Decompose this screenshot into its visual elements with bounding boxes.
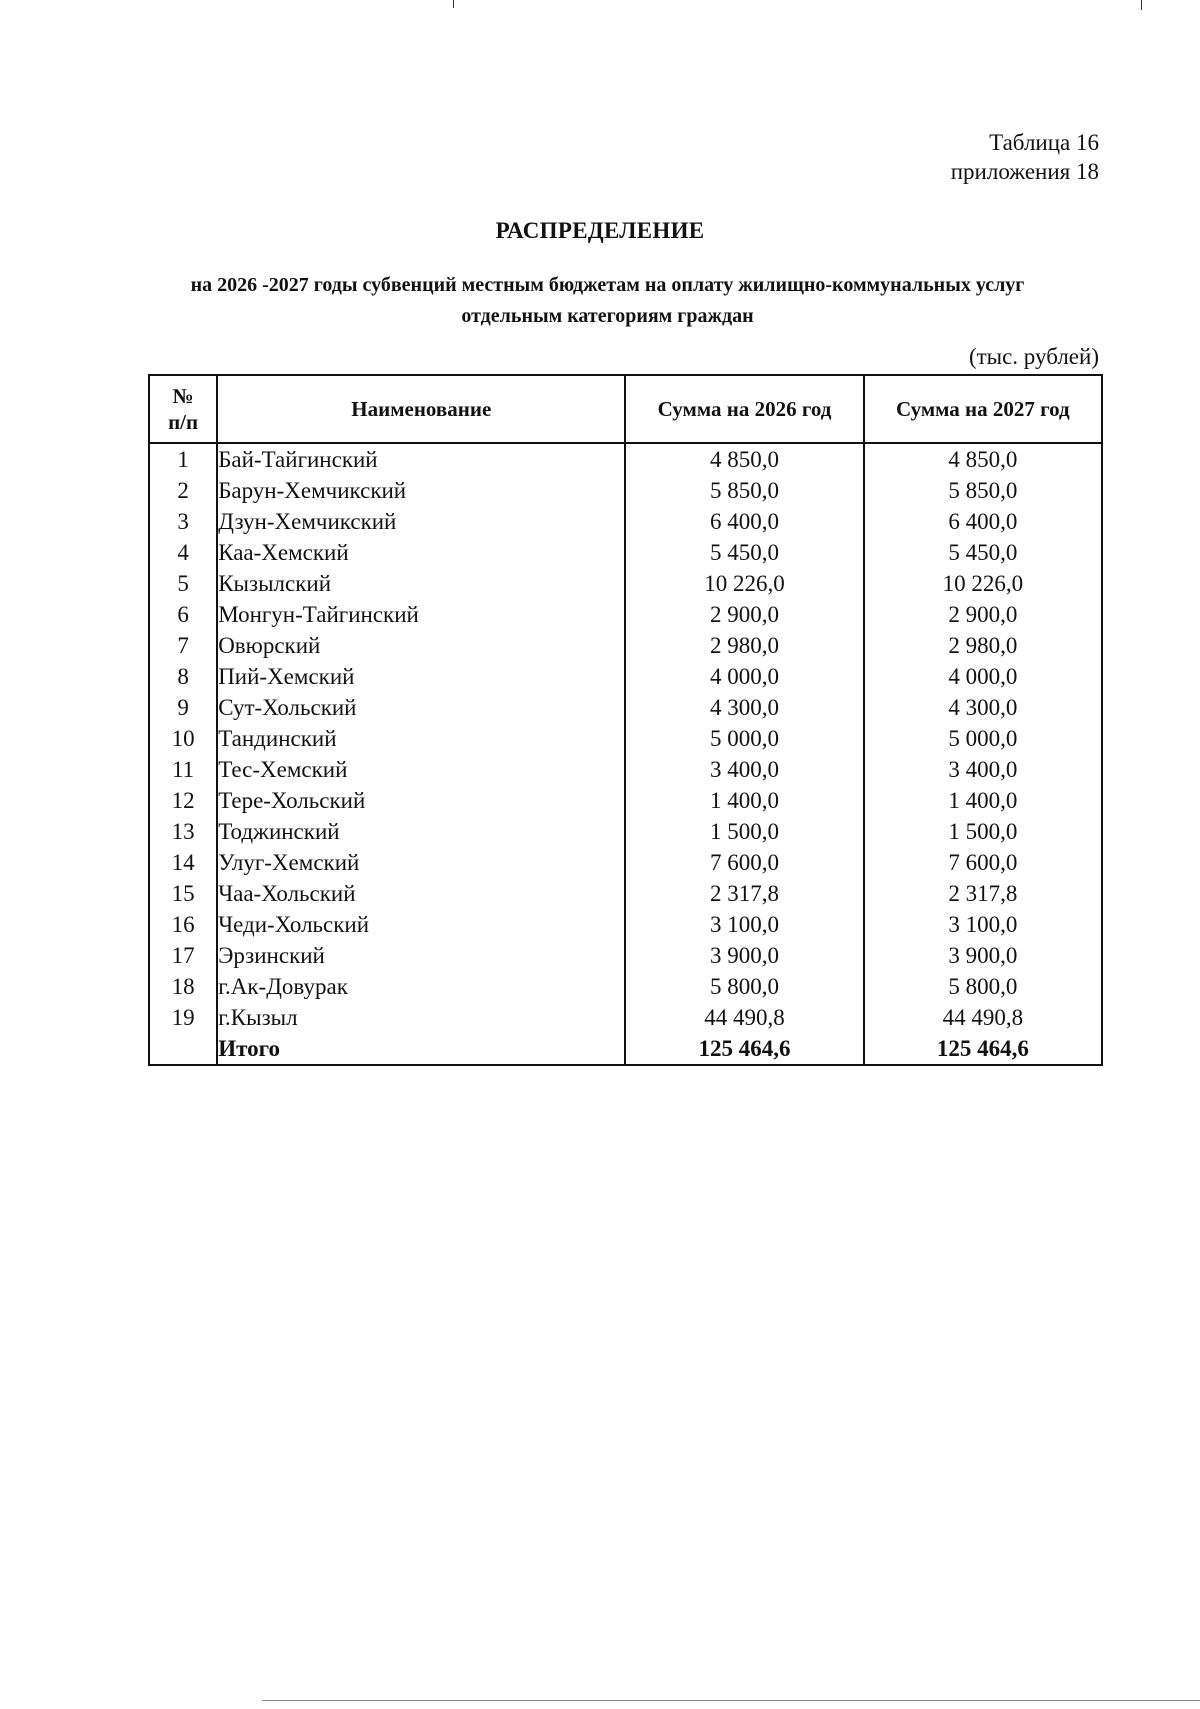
row-2027-cell: 5 800,0 — [864, 971, 1102, 1002]
row-number-cell: 3 — [149, 506, 217, 537]
table-row — [149, 754, 1102, 785]
row-number-cell: 12 — [149, 785, 217, 816]
row-2026-cell: 3 900,0 — [625, 940, 863, 971]
table-row — [149, 909, 1102, 940]
row-name-cell: Монгун-Тайгинский — [217, 599, 625, 630]
row-2027-cell: 5 850,0 — [864, 475, 1102, 506]
row-name-cell: Овюрский — [217, 630, 625, 661]
row-2026-cell: 4 000,0 — [625, 661, 863, 692]
row-number-cell: 1 — [149, 443, 217, 475]
row-2027-cell: 1 400,0 — [864, 785, 1102, 816]
table-row — [149, 1002, 1102, 1033]
row-name-cell: Чаа-Хольский — [217, 878, 625, 909]
table-row — [149, 723, 1102, 754]
row-2027-cell: 2 317,8 — [864, 878, 1102, 909]
total-2027-cell: 125 464,6 — [864, 1033, 1102, 1065]
row-2027-cell: 3 400,0 — [864, 754, 1102, 785]
table-reference: Таблица 16 — [989, 130, 1099, 155]
row-name-cell: Тоджинский — [217, 816, 625, 847]
row-number-cell: 15 — [149, 878, 217, 909]
row-number-cell: 17 — [149, 940, 217, 971]
row-2026-cell: 10 226,0 — [625, 568, 863, 599]
row-name-cell: г.Кызыл — [217, 1002, 625, 1033]
header-sum-2027: Сумма на 2027 год — [864, 375, 1102, 443]
row-2026-cell: 6 400,0 — [625, 506, 863, 537]
row-2026-cell: 5 800,0 — [625, 971, 863, 1002]
subtitle-line-1: на 2026 -2027 годы субвенций местным бюджетам на оплату жилищно-коммунальных услуг — [190, 274, 1025, 296]
row-number-cell: 5 — [149, 568, 217, 599]
row-number-cell: 7 — [149, 630, 217, 661]
header-name: Наименование — [217, 375, 625, 443]
header-number-abbrev: п/п — [168, 410, 199, 434]
header-number — [149, 375, 217, 443]
row-name-cell: Улуг-Хемский — [217, 847, 625, 878]
row-number-cell: 11 — [149, 754, 217, 785]
row-number-cell: 13 — [149, 816, 217, 847]
row-2027-cell: 6 400,0 — [864, 506, 1102, 537]
table-row — [149, 661, 1102, 692]
appendix-reference: приложения 18 — [950, 159, 1099, 184]
row-number-cell: 6 — [149, 599, 217, 630]
header-row — [149, 375, 1102, 443]
table-row — [149, 847, 1102, 878]
row-2026-cell: 2 980,0 — [625, 630, 863, 661]
table-row — [149, 971, 1102, 1002]
row-number-cell: 2 — [149, 475, 217, 506]
document-title: РАСПРЕДЕЛЕНИЕ — [495, 218, 705, 243]
table-row — [149, 630, 1102, 661]
row-2027-cell: 2 980,0 — [864, 630, 1102, 661]
row-2027-cell: 3 100,0 — [864, 909, 1102, 940]
row-number-cell: 19 — [149, 1002, 217, 1033]
row-2026-cell: 4 850,0 — [625, 443, 863, 475]
table-row — [149, 599, 1102, 630]
row-name-cell: Сут-Хольский — [217, 692, 625, 723]
row-2027-cell: 4 300,0 — [864, 692, 1102, 723]
table-row — [149, 506, 1102, 537]
table-header — [149, 375, 1102, 443]
row-2026-cell: 4 300,0 — [625, 692, 863, 723]
row-name-cell: Пий-Хемский — [217, 661, 625, 692]
row-name-cell: Каа-Хемский — [217, 537, 625, 568]
row-2027-cell: 4 000,0 — [864, 661, 1102, 692]
row-number-cell: 8 — [149, 661, 217, 692]
row-2027-cell: 5 450,0 — [864, 537, 1102, 568]
unit-label: (тыс. рублей) — [968, 344, 1099, 369]
row-2026-cell: 3 400,0 — [625, 754, 863, 785]
row-number-cell: 18 — [149, 971, 217, 1002]
row-2027-cell: 7 600,0 — [864, 847, 1102, 878]
row-name-cell: Тандинский — [217, 723, 625, 754]
row-2027-cell: 5 000,0 — [864, 723, 1102, 754]
table-body — [149, 443, 1102, 1065]
total-2026-cell: 125 464,6 — [625, 1033, 863, 1065]
row-name-cell: Бай-Тайгинский — [217, 443, 625, 475]
row-name-cell: г.Ак-Довурак — [217, 971, 625, 1002]
row-name-cell: Дзун-Хемчикский — [217, 506, 625, 537]
total-label: Итого — [217, 1033, 625, 1065]
row-2027-cell: 1 500,0 — [864, 816, 1102, 847]
row-number-cell: 14 — [149, 847, 217, 878]
document-subtitle — [120, 270, 1095, 332]
subtitle-line-2: отдельным категориям граждан — [461, 305, 754, 327]
header-number-symbol: № — [172, 384, 194, 408]
row-2027-cell: 44 490,8 — [864, 1002, 1102, 1033]
scan-edge-mark-top-left — [453, 0, 454, 8]
scan-edge-mark-top-right — [1141, 0, 1142, 10]
row-2026-cell: 2 900,0 — [625, 599, 863, 630]
row-number-cell: 10 — [149, 723, 217, 754]
table-row — [149, 692, 1102, 723]
table-row — [149, 537, 1102, 568]
table-row — [149, 940, 1102, 971]
row-number-cell: 9 — [149, 692, 217, 723]
row-2026-cell: 44 490,8 — [625, 1002, 863, 1033]
row-2026-cell: 1 400,0 — [625, 785, 863, 816]
row-name-cell: Чеди-Хольский — [217, 909, 625, 940]
row-name-cell: Кызылский — [217, 568, 625, 599]
row-2026-cell: 3 100,0 — [625, 909, 863, 940]
table-row — [149, 878, 1102, 909]
row-name-cell: Эрзинский — [217, 940, 625, 971]
row-2026-cell: 7 600,0 — [625, 847, 863, 878]
distribution-table — [148, 374, 1103, 1066]
row-name-cell: Тес-Хемский — [217, 754, 625, 785]
row-2026-cell: 1 500,0 — [625, 816, 863, 847]
table-row — [149, 568, 1102, 599]
row-2026-cell: 5 450,0 — [625, 537, 863, 568]
table-row — [149, 816, 1102, 847]
row-2026-cell: 5 000,0 — [625, 723, 863, 754]
row-name-cell: Тере-Хольский — [217, 785, 625, 816]
row-2027-cell: 10 226,0 — [864, 568, 1102, 599]
scan-edge-line-bottom — [262, 1700, 1200, 1701]
total-num-cell — [149, 1033, 217, 1065]
row-name-cell: Барун-Хемчикский — [217, 475, 625, 506]
row-2026-cell: 5 850,0 — [625, 475, 863, 506]
row-2026-cell: 2 317,8 — [625, 878, 863, 909]
table-row — [149, 475, 1102, 506]
row-2027-cell: 2 900,0 — [864, 599, 1102, 630]
row-number-cell: 4 — [149, 537, 217, 568]
row-2027-cell: 3 900,0 — [864, 940, 1102, 971]
total-row — [149, 1033, 1102, 1065]
table-row — [149, 443, 1102, 475]
table-row — [149, 785, 1102, 816]
header-sum-2026: Сумма на 2026 год — [625, 375, 863, 443]
row-2027-cell: 4 850,0 — [864, 443, 1102, 475]
row-number-cell: 16 — [149, 909, 217, 940]
